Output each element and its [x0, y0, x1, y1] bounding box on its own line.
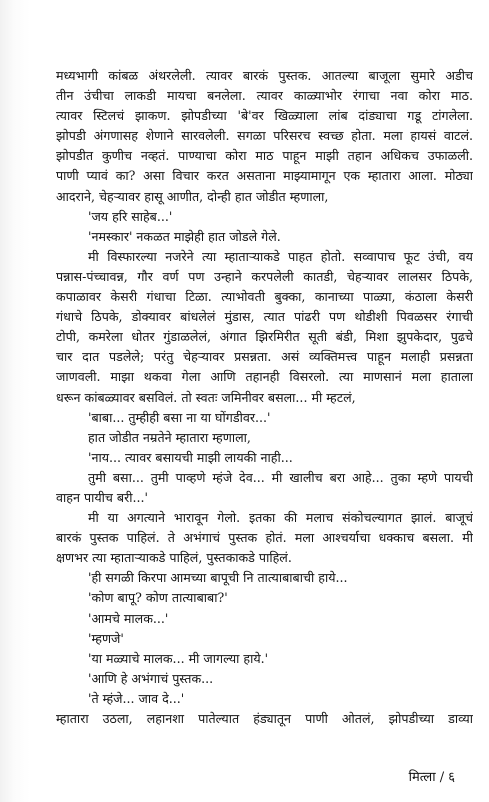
- text-line: झोपडी अंगणासह शेणाने सारवलेली. सगळा परिसरच स्वच्छ होता. मला हायसं वाटलं.: [56, 128, 473, 144]
- paragraph-start: मी विस्फारल्या नजरेने त्या म्हाताऱ्याकडे पाहत होतो. सव्वापाच फूट उंची, वय: [88, 248, 473, 264]
- dialogue-line: 'बाबा... तुम्हीही बसा ना या घोंगडीवर...': [88, 409, 271, 425]
- text-line: आदराने, चेहऱ्यावर हासू आणीत, दोन्ही हात जोडीत म्हणाला,: [56, 188, 329, 204]
- paragraph-start: मी या अगत्याने भारावून गेलो. इतका की मलाच संकोचल्यागत झालं. बाजूचं: [88, 510, 473, 526]
- dialogue-line: 'नमस्कार' नकळत माझेही हात जोडले गेले.: [88, 228, 281, 244]
- text-line: झोपडीत कुणीच नव्हतं. पाण्याचा कोरा माठ पाहून माझी तहान अधिकच उफाळली.: [56, 148, 473, 164]
- dialogue-line: 'ही सगळी किरपा आमच्या बापूची नि तात्याबाबाची हाये...: [88, 570, 348, 586]
- dialogue-line: तुमी बसा... तुमी पाव्हणे म्हंजे देव... मी खालीच बरा आहे... तुका म्हणे पायची: [88, 469, 473, 485]
- text-line: चार दात पडलेले; परंतु चेहऱ्यावर प्रसन्नता. असं व्यक्तिमत्त्व पाहून मलाही प्रसन्नता: [56, 349, 473, 365]
- dialogue-line: 'कोण बापू? कोण तात्याबाबा?': [88, 590, 228, 606]
- dialogue-line: 'म्हणजे': [88, 630, 124, 646]
- text-line: गंधाचे ठिपके, डोक्यावर बांधलेलं मुंडास, त्यात पांढरी पण थोडीशी पिवळसर रंगाची: [56, 309, 473, 325]
- text-line: तीन उंचीचा लाकडी मायचा बनलेला. त्यावर काळ्याभोर रंगाचा नवा कोरा माठ.: [56, 88, 473, 104]
- text-line: पाणी प्यावं का? असा विचार करत असताना माझ्यामागून एक म्हातारा आला. मोठ्या: [56, 168, 473, 184]
- text-line: धरून कांबळ्यावर बसविलं. तो स्वतः जमिनीवर बसला... मी म्हटलं,: [56, 389, 356, 405]
- dialogue-line: 'या मळ्याचे मालक... मी जागल्या हाये.': [88, 650, 269, 666]
- dialogue-line: 'आमचे मालक...': [88, 610, 169, 626]
- text-line: त्यावर स्टिलचं झाकण. झोपडीच्या 'बे'वर खिळ्याला लांब दांड्याचा गडू टांगलेला.: [56, 108, 473, 124]
- dialogue-line: 'जय हरि साहेब...': [88, 208, 173, 224]
- text-line: वाहन पायीच बरी...': [56, 489, 149, 505]
- dialogue-line: हात जोडीत नम्रतेने म्हातारा म्हणाला,: [88, 429, 251, 445]
- text-line: क्षणभर त्या म्हाताऱ्याकडे पाहिलं, पुस्तकाकडे पाहिलं.: [56, 550, 292, 566]
- text-line: कपाळावर केसरी गंधाचा टिळा. त्याभोवती बुक्का, कानाच्या पाळ्या, कंठाला केसरी: [56, 289, 473, 305]
- text-line: बारकं पुस्तक पाहिलं. ते अभंगाचं पुस्तक होतं. मला आश्चर्याचा धक्काच बसला. मी: [56, 530, 473, 546]
- page-footer: मित्ला / ६: [408, 770, 455, 785]
- text-line: म्हातारा उठला, लहानशा पातेल्यात हंड्यातून पाणी ओतलं, झोपडीच्या डाव्या: [56, 711, 473, 726]
- dialogue-line: 'आणि हे अभंगाचं पुस्तक...: [88, 670, 214, 686]
- body-text: [56, 66, 473, 729]
- dialogue-line: 'ते म्हंजे... जाव दे...': [88, 690, 185, 706]
- text-line: पन्नास-पंच्चावन्न, गौर वर्ण पण उन्हाने करपलेली कातडी, चेहऱ्यावर लालसर ठिपके,: [56, 268, 473, 284]
- dialogue-line: 'नाय... त्यावर बसायची माझी लायकी नाही...: [88, 449, 293, 465]
- text-line: जाणवली. माझा थकवा गेला आणि तहानही विसरलो. त्या माणसानं मला हाताला: [56, 369, 473, 385]
- text-line: मध्यभागी कांबळ अंथरलेली. त्यावर बारकं पुस्तक. आतल्या बाजूला सुमारे अडीच: [56, 68, 473, 83]
- text-line: टोपी, कमरेला धोतर गुंडाळलेलं, अंगात झिरमिरीत सूती बंडी, मिशा झुपकेदार, पुढचे: [56, 329, 473, 345]
